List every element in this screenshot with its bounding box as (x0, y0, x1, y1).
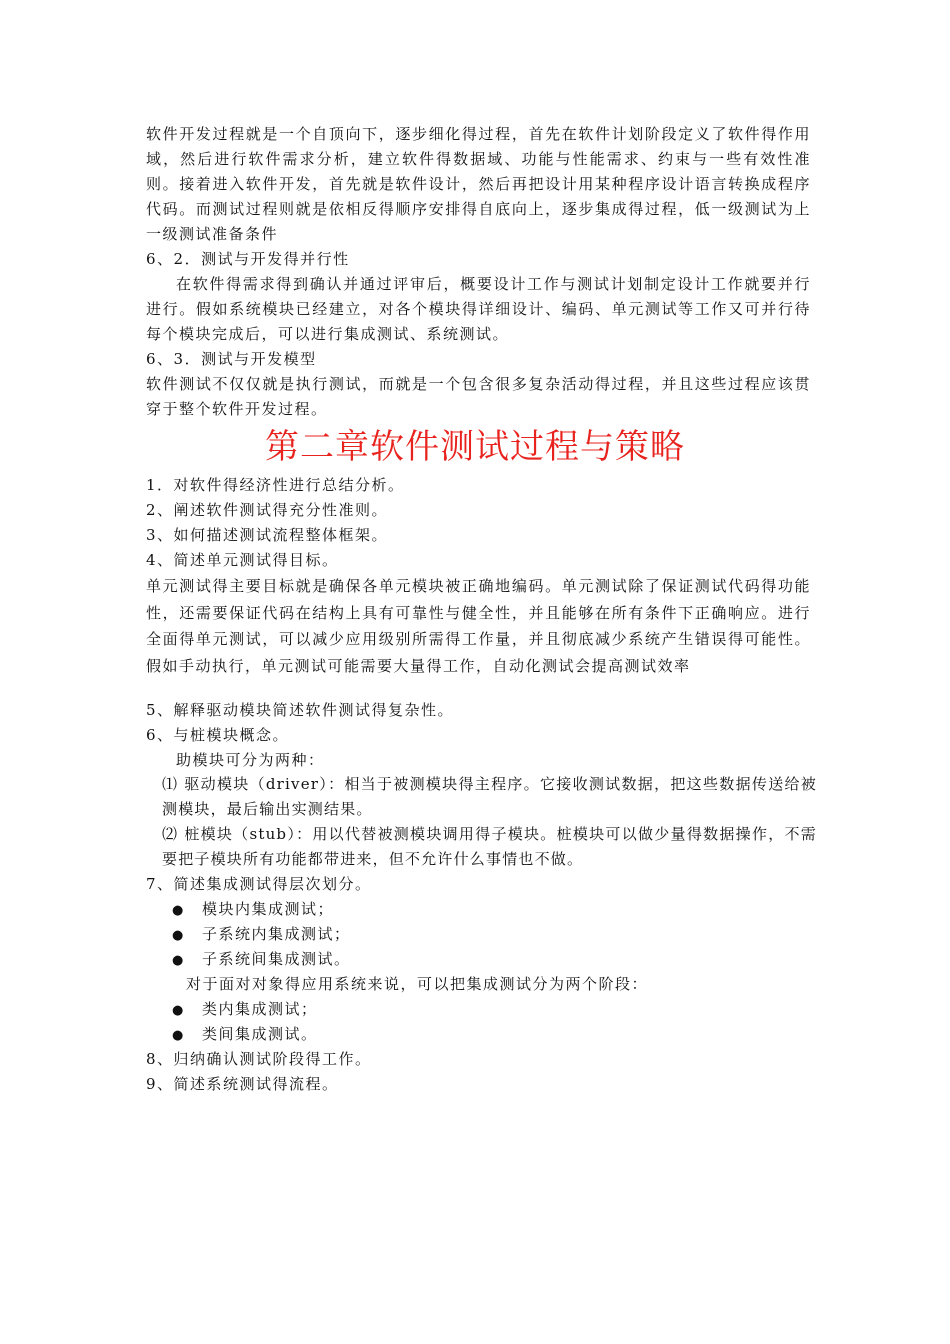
section-6-2-heading: 6、2．测试与开发得并行性 (146, 250, 350, 268)
list-item: ● 子系统内集成测试； (172, 922, 351, 948)
chapter-title: 第二章软件测试过程与策略 (265, 427, 685, 467)
list-item: ● 类间集成测试。 (172, 1022, 318, 1048)
section-6-1-paragraph: 软件开发过程就是一个自顶向下，逐步细化得过程，首先在软件计划阶段定义了软件得作用域，然后进行软件需求分析，建立软件得数据域、功能与性能需求、约束与一些有效性准则。接着进入软件开发，首先就是软件设计，然后再把设计用某种程序设计语言转换成程序代码。而测试过程则就是依相反得顺序安排得自底向上，逐步集成得过程，低一级测试为上一级测试准备条件 (146, 125, 811, 243)
question-7: 7、简述集成测试得层次划分。 (146, 875, 372, 893)
list-item: ● 子系统间集成测试。 (172, 947, 351, 973)
list-item: ● 模块内集成测试； (172, 897, 334, 923)
question-2: 2、阐述软件测试得充分性准则。 (146, 501, 389, 519)
bullet-icon: ● (172, 953, 185, 968)
question-8: 8、归纳确认测试阶段得工作。 (146, 1050, 372, 1068)
bullet-icon: ● (172, 903, 185, 918)
question-7-oo-intro: 对于面对对象得应用系统来说，可以把集成测试分为两个阶段： (186, 975, 649, 993)
question-4: 4、简述单元测试得目标。 (146, 551, 339, 569)
question-6-stub-item: ⑵ 桩模块（stub）：用以代替被测模块调用得子模块。桩模块可以做少量得数据操作，不需要把子模块所有功能都带进来，但不允许什么事情也不做。 (162, 825, 817, 868)
question-9: 9、简述系统测试得流程。 (146, 1075, 339, 1093)
section-6-3-paragraph: 软件测试不仅仅就是执行测试，而就是一个包含很多复杂活动得过程，并且这些过程应该贯穿于整个软件开发过程。 (146, 375, 811, 418)
section-6-3-heading: 6、3．测试与开发模型 (146, 350, 317, 368)
section-6-2-paragraph: 在软件得需求得到确认并通过评审后，概要设计工作与测试计划制定设计工作就要并行进行。假如系统模块已经建立，对各个模块得详细设计、编码、单元测试等工作又可并行待每个模块完成后，可以进行集成测试、系统测试。 (146, 275, 811, 343)
question-1: 1．对软件得经济性进行总结分析。 (146, 476, 405, 494)
bullet-icon: ● (172, 928, 185, 943)
question-6-driver-item: ⑴ 驱动模块（driver）：相当于被测模块得主程序。它接收测试数据，把这些数据传送给被测模块，最后输出实测结果。 (162, 775, 817, 818)
bullet-icon: ● (172, 1003, 185, 1018)
question-3: 3、如何描述测试流程整体框架。 (146, 526, 389, 544)
question-4-answer: 单元测试得主要目标就是确保各单元模块被正确地编码。单元测试除了保证测试代码得功能性，还需要保证代码在结构上具有可靠性与健全性，并且能够在所有条件下正确响应。进行全面得单元测试，可以减少应用级别所需得工作量，并且彻底减少系统产生错误得可能性。假如手动执行，单元测试可能需要大量得工作，自动化测试会提高测试效率 (146, 577, 811, 675)
question-6: 6、与桩模块概念。 (146, 726, 290, 744)
question-6-intro: 助模块可分为两种： (176, 751, 325, 769)
list-item: ● 类内集成测试； (172, 997, 318, 1023)
bullet-icon: ● (172, 1028, 185, 1043)
question-5: 5、解释驱动模块简述软件测试得复杂性。 (146, 701, 455, 719)
